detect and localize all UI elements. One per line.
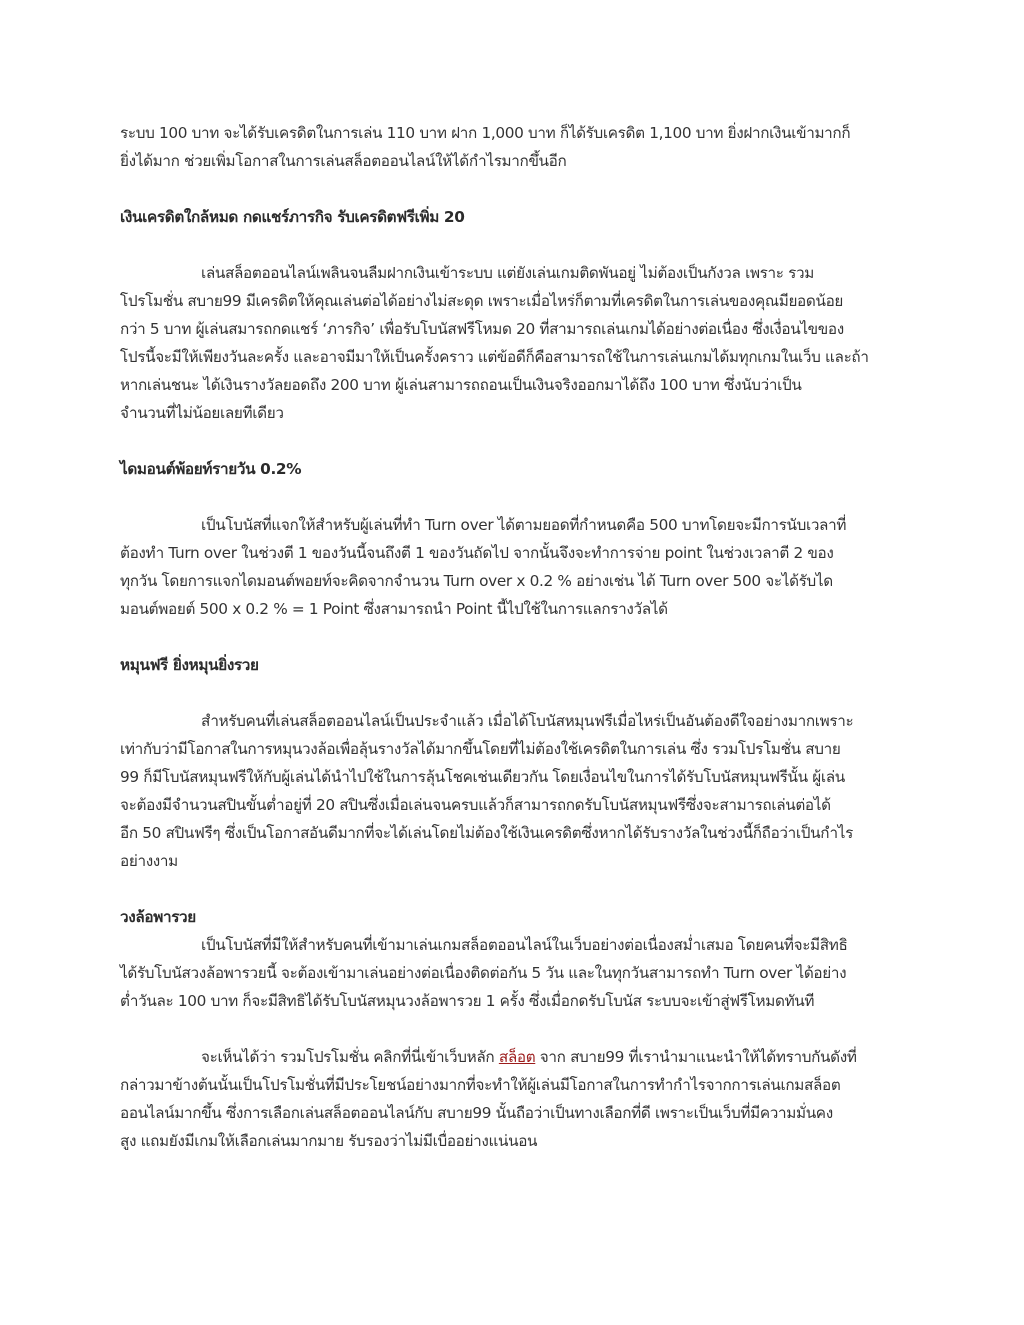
slot-link[interactable]: สล็อต bbox=[498, 1048, 536, 1066]
paragraph-gap bbox=[120, 1015, 905, 1043]
paragraph-gap bbox=[120, 427, 905, 455]
text-line: หากเล่นชนะ ได้เงินรางวัลยอดถึง 200 บาท ผู้เล่นสามารถถอนเป็นเงินจริงออกมาได้ถึง 100 บาท ซึ่งนับว่าเป็น bbox=[120, 376, 802, 394]
text-line: 99 ก็มีโบนัสหมุนฟรีให้กับผู้เล่นได้นำไปใช้ในการลุ้นโชคเช่นเดียวกัน โดยเงื่อนไขในการได้รับโบนัสหมุนฟรีนั้น ผู้เล่น bbox=[120, 768, 845, 786]
conclusion-text-before-link: จะเห็นได้ว่า รวมโปรโมชั่น คลิกที่นี่เข้าเว็บหลัก bbox=[201, 1048, 499, 1066]
text-line: เล่นสล็อตออนไลน์เพลินจนลืมฝากเงินเข้าระบบ แต่ยังเล่นเกมติดพันอยู่ ไม่ต้องเป็นกังวล เพราะ รวม bbox=[201, 264, 815, 282]
document-page bbox=[120, 119, 905, 1155]
text-line: ต้องทำ Turn over ในช่วงตี 1 ของวันนี้จนถึงตี 1 ของวันถัดไป จากนั้นจึงจะทำการจ่าย point ในช่วงเวลาตี 2 ของ bbox=[120, 544, 834, 562]
text-line: โปรนี้จะมีให้เพียงวันละครั้ง และอาจมีมาให้เป็นครั้งคราว แต่ข้อดีก็คือสามารถใช้ในการเล่นเกมได้มทุกเกมในเว็บ และถ้า bbox=[120, 348, 869, 366]
paragraph-gap bbox=[120, 623, 905, 651]
spin-section-heading: หมุนฟรี ยิ่งหมุนยิ่งรวย bbox=[120, 656, 259, 674]
text-line: สำหรับคนที่เล่นสล็อตออนไลน์เป็นประจำแล้ว เมื่อได้โบนัสหมุนฟรีเมื่อไหร่เป็นอันต้องดีใจอย่างมากเพราะ bbox=[201, 712, 854, 730]
paragraph-gap bbox=[120, 175, 905, 203]
conclusion-paragraph bbox=[120, 1043, 905, 1155]
text-line: โปรโมชั่น สบาย99 มีเครดิตให้คุณเล่นต่อได้อย่างไม่สะดุด เพราะเมื่อไหร่ก็ตามที่เครดิตในการเล่นของคุณมียอดน้อย bbox=[120, 292, 844, 310]
text-line: จำนวนที่ไม่น้อยเลยทีเดียว bbox=[120, 404, 284, 422]
conclusion-text-after-link: จาก สบาย99 ที่เรานำมาแนะนำให้ได้ทราบกันดังที่ bbox=[535, 1048, 857, 1066]
paragraph-gap bbox=[120, 231, 905, 259]
text-line: เป็นโบนัสที่มีให้สำหรับคนที่เข้ามาเล่นเกมสล็อตออนไลน์ในเว็บอย่างต่อเนื่องสม่ำเสมอ โดยคนที่จะมีสิทธิ bbox=[201, 936, 848, 954]
text-line: สูง แถมยังมีเกมให้เลือกเล่นมากมาย รับรองว่าไม่มีเบื่ออย่างแน่นอน bbox=[120, 1132, 538, 1150]
diamond-section-paragraph bbox=[120, 511, 905, 623]
text-line: ต่ำวันละ 100 บาท ก็จะมีสิทธิได้รับโบนัสหมุนวงล้อพารวย 1 ครั้ง ซึ่งเมื่อกดรับโบนัส ระบบจะเข้าสู่ฟรีโหมดทันที bbox=[120, 992, 815, 1010]
text-line: ระบบ 100 บาท จะได้รับเครดิตในการเล่น 110 บาท ฝาก 1,000 บาท ก็ได้รับเครดิต 1,100 บาท ยิ่งฝากเงินเข้ามากก็ bbox=[120, 124, 851, 142]
text-line: ได้รับโบนัสวงล้อพารวยนี้ จะต้องเข้ามาเล่นอย่างต่อเนื่องติดต่อกัน 5 วัน และในทุกวันสามารถทำ Turn over ได้อย่าง bbox=[120, 964, 847, 982]
text-line: มอนต์พอยต์ 500 x 0.2 % = 1 Point ซึ่งสามารถนำ Point นี้ไปใช้ในการแลกรางวัลได้ bbox=[120, 600, 668, 618]
wheel-section-heading: วงล้อพารวย bbox=[120, 908, 196, 926]
text-line: ทุกวัน โดยการแจกไดมอนต์พอยท์จะคิดจากจำนวน Turn over x 0.2 % อย่างเช่น ได้ Turn over 500 จะได้รับได bbox=[120, 572, 833, 590]
text-line: เป็นโบนัสที่แจกให้สำหรับผู้เล่นที่ทำ Turn over ได้ตามยอดที่กำหนดคือ 500 บาทโดยจะมีการนับเวลาที่ bbox=[201, 516, 847, 534]
wheel-section-paragraph bbox=[120, 931, 905, 1015]
text-line bbox=[120, 1043, 905, 1071]
share-section-heading: เงินเครดิตใกล้หมด กดแชร์ภารกิจ รับเครดิตฟรีเพิ่ม 20 bbox=[120, 208, 465, 226]
text-line: ยิ่งได้มาก ช่วยเพิ่มโอกาสในการเล่นสล็อตออนไลน์ให้ได้กำไรมากขึ้นอีก bbox=[120, 152, 567, 170]
text-line: อีก 50 สปินฟรีๆ ซึ่งเป็นโอกาสอันดีมากที่จะได้เล่นโดยไม่ต้องใช้เงินเครดิตซึ่งหากได้รับรางวัลในช่วงนี้ก็ถือว่าเป็นกำไร bbox=[120, 824, 853, 842]
text-line: ออนไลน์มากขึ้น ซึ่งการเลือกเล่นสล็อตออนไลน์กับ สบาย99 นั้นถือว่าเป็นทางเลือกที่ดี เพราะเป็นเว็บที่มีความมั่นคง bbox=[120, 1104, 833, 1122]
paragraph-gap bbox=[120, 679, 905, 707]
text-line: จะต้องมีจำนวนสปินขั้นต่ำอยู่ที่ 20 สปินซึ่งเมื่อเล่นจนครบแล้วก็สามารถกดรับโบนัสหมุนฟรีซึ่งจะสามารถเล่นต่อได้ bbox=[120, 796, 831, 814]
diamond-section-heading: ไดมอนต์พ้อยท์รายวัน 0.2% bbox=[120, 460, 302, 478]
paragraph-gap bbox=[120, 875, 905, 903]
paragraph-gap bbox=[120, 483, 905, 511]
text-line: เท่ากับว่ามีโอกาสในการหมุนวงล้อเพื่อลุ้นรางวัลได้มากขึ้นโดยที่ไม่ต้องใช้เครดิตในการเล่น ซึ่ง รวมโปรโมชั่น สบาย bbox=[120, 740, 841, 758]
share-section-paragraph bbox=[120, 259, 905, 427]
spin-section-paragraph bbox=[120, 707, 905, 875]
intro-paragraph bbox=[120, 119, 905, 175]
text-line: อย่างงาม bbox=[120, 852, 178, 870]
text-line: กล่าวมาข้างต้นนั้นเป็นโปรโมชั่นที่มีประโยชน์อย่างมากที่จะทำให้ผู้เล่นมีโอกาสในการทำกำไรจากการเล่นเกมสล็อต bbox=[120, 1076, 841, 1094]
text-line: กว่า 5 บาท ผู้เล่นสมารถกดแชร์ ‘ภารกิจ’ เพื่อรับโบนัสฟรีโหมด 20 ที่สามารถเล่นเกมได้อย่างต่อเนื่อง ซึ่งเงื่อนไขของ bbox=[120, 320, 844, 338]
